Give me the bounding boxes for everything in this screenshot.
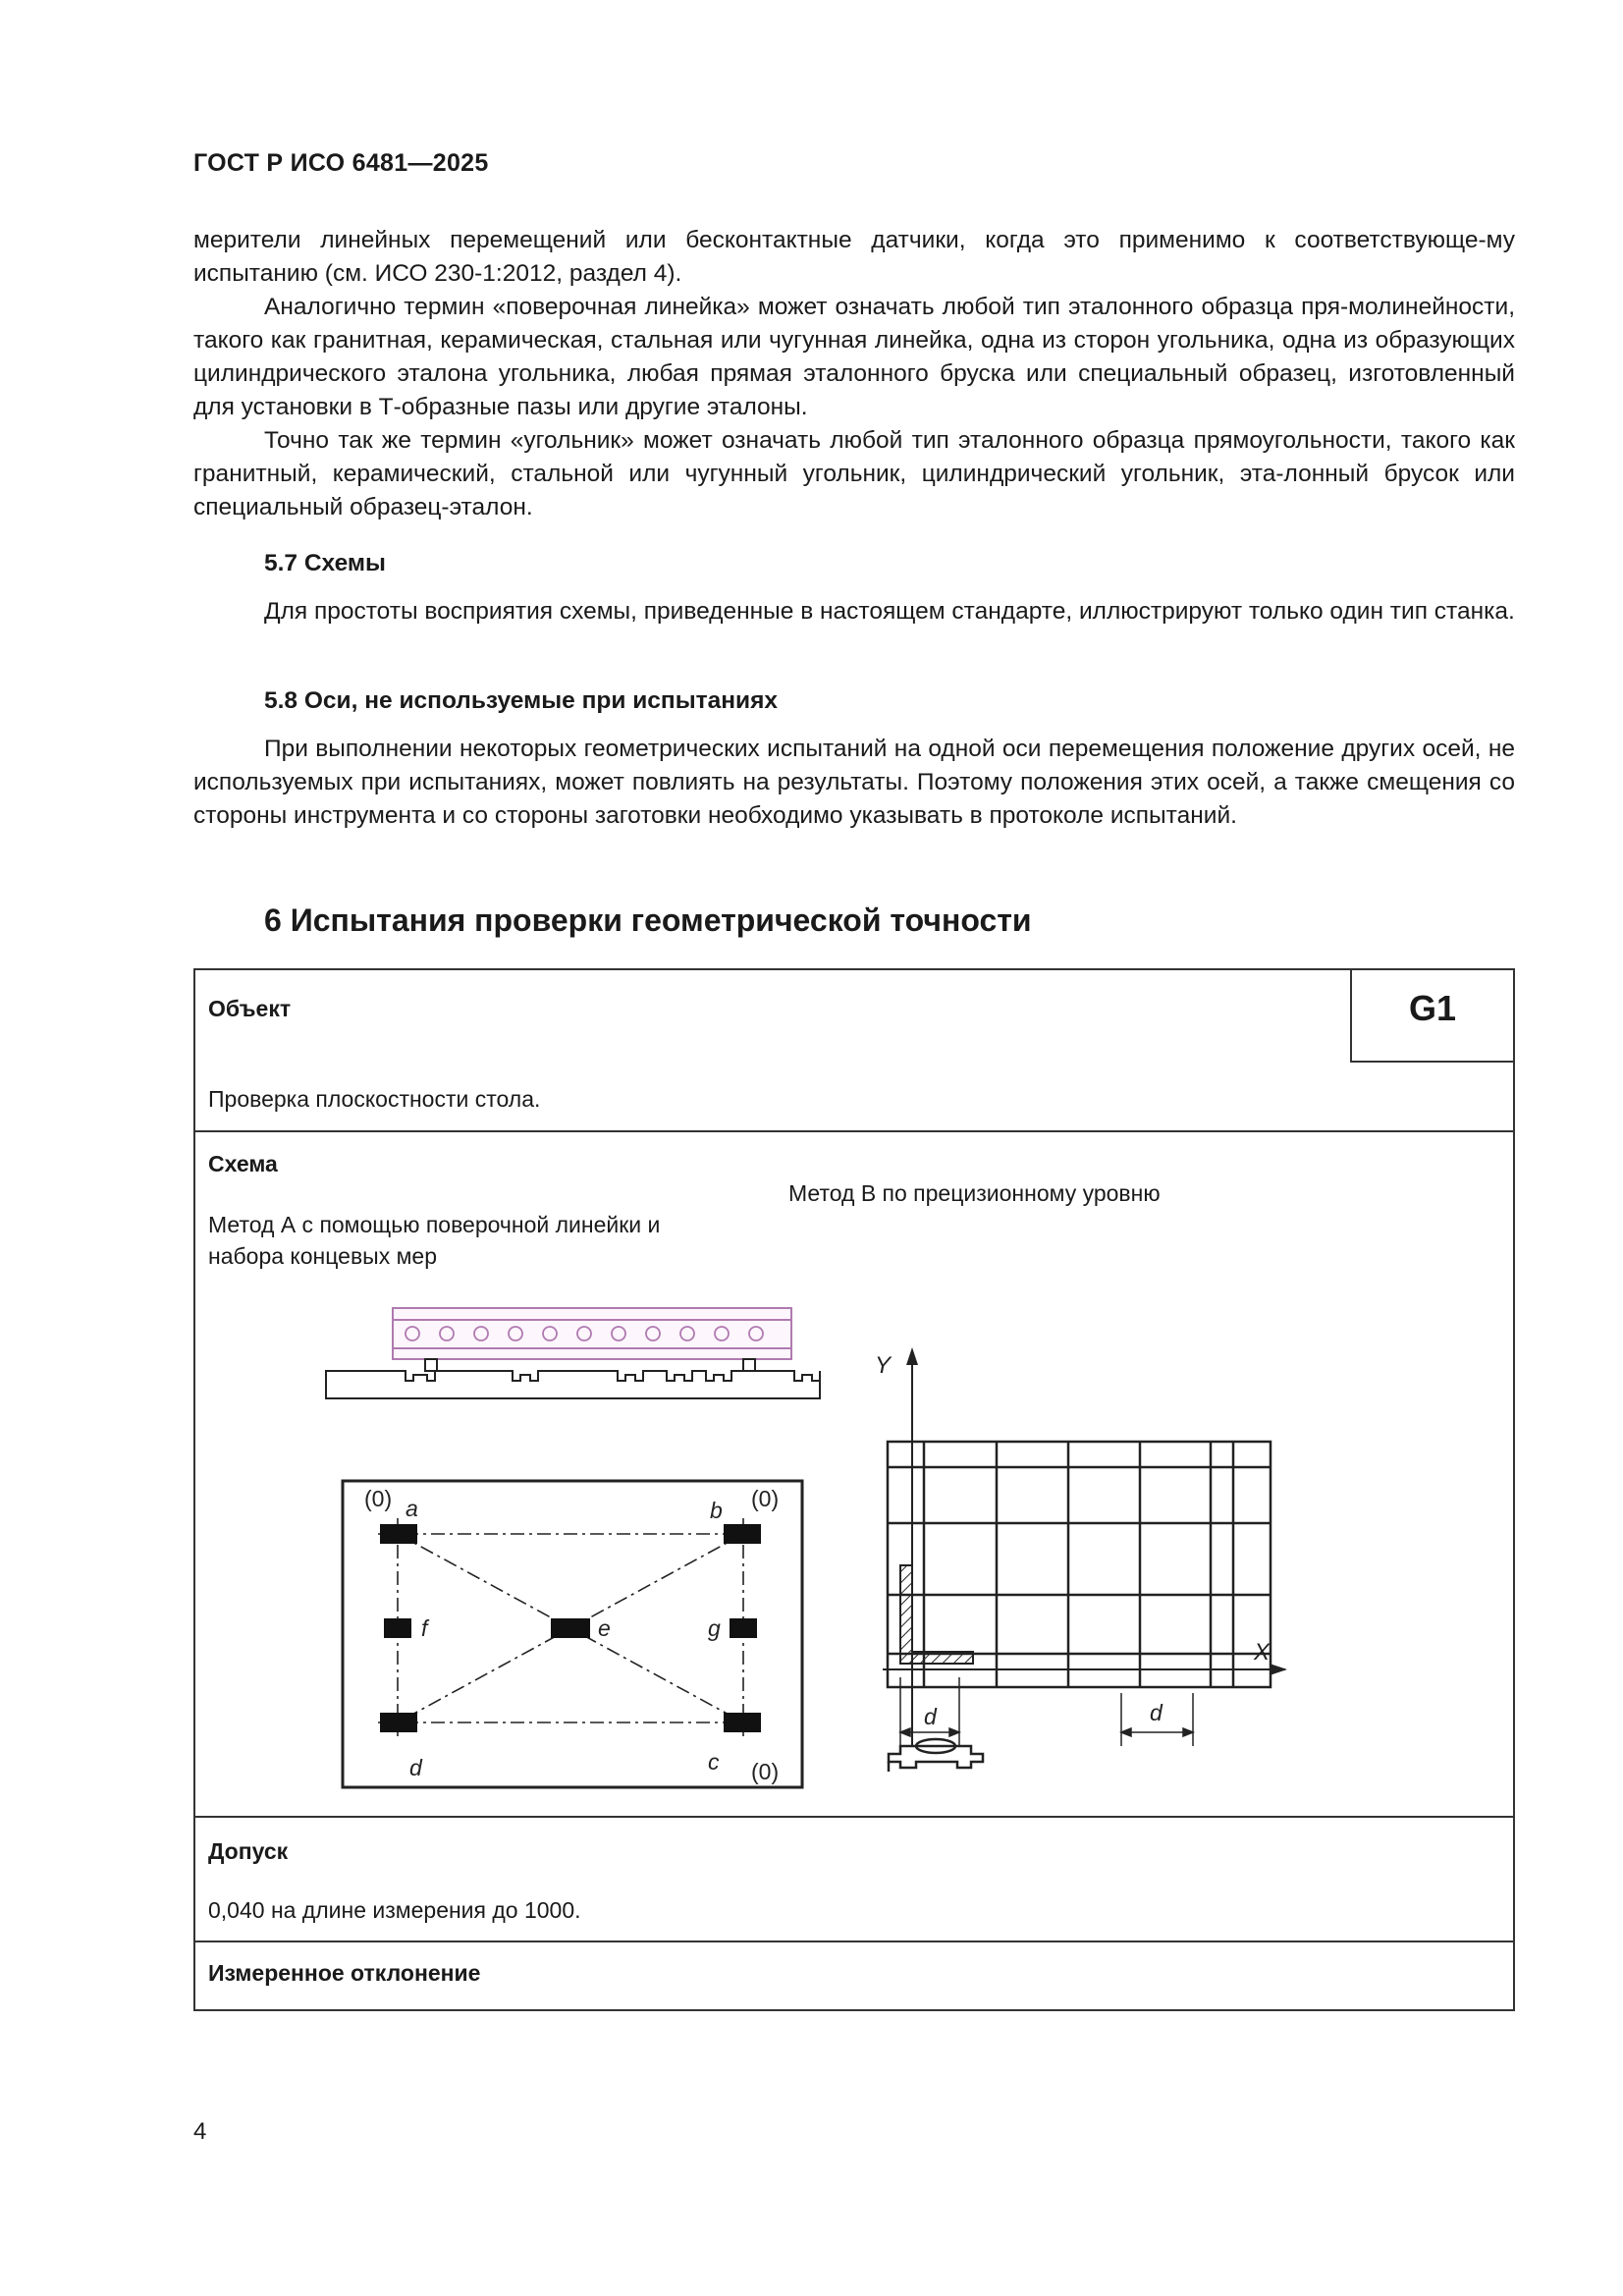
label-zero-c: (0) — [751, 1759, 780, 1784]
label-g: g — [708, 1615, 721, 1641]
row-divider — [195, 1941, 1513, 1942]
method-a-label-line2: набора концевых мер — [208, 1243, 437, 1269]
section-5-7-heading: 5.7 Схемы — [264, 550, 386, 576]
measured-deviation-label: Измеренное отклонение — [208, 1960, 481, 1986]
paragraph-2: Аналогично термин «поверочная линейка» может означать любой тип эталонного образца пря-молинейности, такого как гранитная, керамическая, стальная или чугунная линейка, одна из сторон угольника, одна из образующих цилиндрического эталона угольника, любая прямая эталонного бруска или специальный образец, изготовленный для установки в Т-образные пазы или другие эталоны. — [193, 294, 1515, 420]
label-e: e — [598, 1615, 611, 1641]
precision-level-icon — [889, 1739, 983, 1772]
label-b: b — [710, 1498, 723, 1523]
test-id: G1 — [1408, 988, 1457, 1028]
label-zero-b: (0) — [751, 1486, 780, 1511]
object-label: Объект — [208, 996, 292, 1021]
dim-d-left: d — [924, 1704, 937, 1729]
paragraph-1: мерители линейных перемещений или бесконтактные датчики, когда это применимо к соответствующе-му испытанию (см. ИСО 230-1:2012, раздел 4). — [193, 227, 1515, 287]
object-text: Проверка плоскостности стола. — [208, 1086, 541, 1112]
label-f: f — [421, 1615, 428, 1641]
tolerance-text: 0,040 на длине измерения до 1000. — [208, 1897, 581, 1923]
paragraph-3: Точно так же термин «угольник» может означать любой тип эталонного образца прямоугольности, такого как гранитный, керамический, стальной или чугунный угольник, цилиндрический угольник, эта-лонный брусок или специальный образец-эталон. — [193, 427, 1515, 520]
label-d: d — [409, 1755, 422, 1780]
block-g — [730, 1618, 757, 1638]
method-b-level-grid — [873, 1343, 1383, 1785]
label-zero-a: (0) — [364, 1486, 393, 1511]
page-number: 4 — [193, 2118, 207, 2145]
block-c — [724, 1713, 761, 1732]
method-b-label: Метод В по прецизионному уровню — [788, 1180, 1161, 1206]
section-5-8-text: При выполнении некоторых геометрических испытаний на одной оси перемещения положение других осей, не используемых при испытаниях, может повлиять на результаты. Поэтому положения этих осей, а также смещения со стороны инструмента и со стороны заготовки необходимо указывать в протоколе испытаний. — [193, 736, 1515, 829]
tolerance-label: Допуск — [208, 1838, 289, 1864]
axis-y-label: Y — [875, 1352, 892, 1379]
label-a: a — [406, 1496, 418, 1521]
measurement-points-plan — [341, 1479, 808, 1793]
block-b — [724, 1524, 761, 1544]
document-header: ГОСТ Р ИСО 6481—2025 — [193, 149, 489, 177]
axis-x-label: X — [1254, 1639, 1271, 1666]
method-a-label-line1: Метод А с помощью поверочной линейки и — [208, 1212, 661, 1237]
section-5-7-text: Для простоты восприятия схемы, приведенные в настоящем стандарте, иллюстрируют только один тип станка. — [264, 598, 1515, 625]
block-e — [551, 1618, 590, 1638]
dim-d-right: d — [1150, 1700, 1163, 1725]
label-c: c — [708, 1749, 720, 1775]
square-angle-icon — [900, 1565, 973, 1664]
block-a — [380, 1524, 417, 1544]
block-d — [380, 1713, 417, 1732]
block-f — [384, 1618, 411, 1638]
test-table — [193, 968, 1515, 2011]
section-6-heading: 6 Испытания проверки геометрической точности — [264, 902, 1032, 938]
row-divider — [195, 1816, 1513, 1818]
scheme-label: Схема — [208, 1151, 278, 1176]
section-5-8-heading: 5.8 Оси, не используемые при испытаниях — [264, 687, 779, 714]
